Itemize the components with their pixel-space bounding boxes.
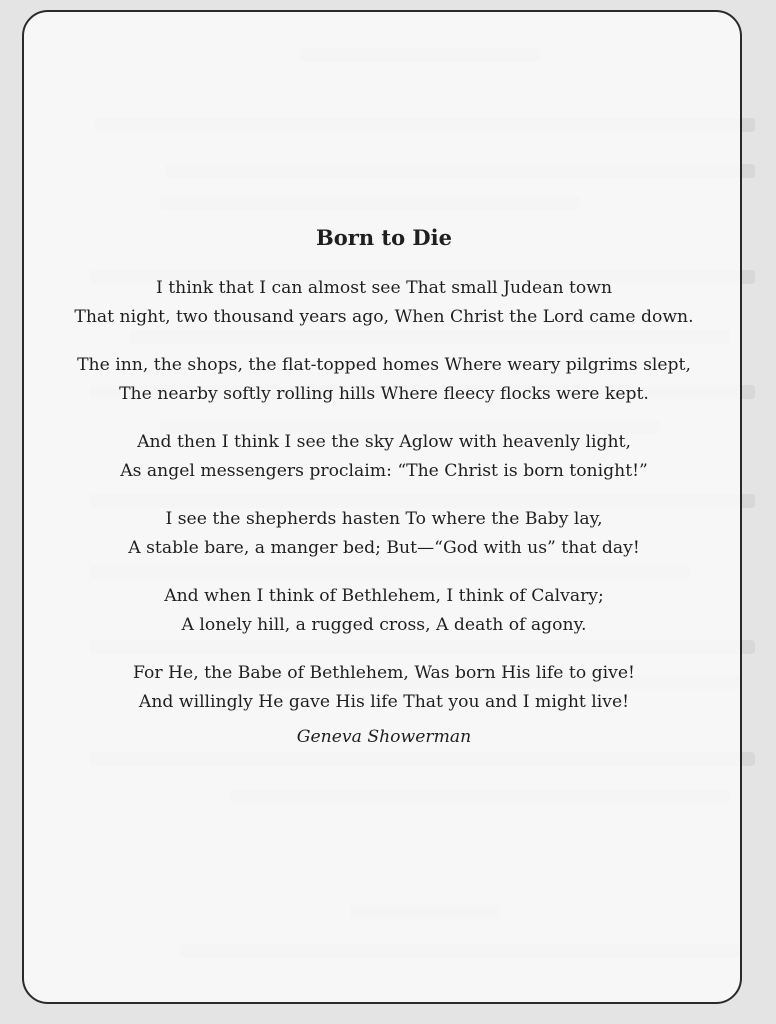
poem-line: A lonely hill, a rugged cross, A death of agony. (181, 615, 587, 635)
poem-stanza (24, 582, 744, 640)
poem-author: Geneva Showerman (296, 727, 472, 747)
poem-stanza (24, 428, 744, 486)
poem-card (22, 10, 742, 1004)
poem-line: The nearby softly rolling hills Where fleecy flocks were kept. (119, 384, 649, 404)
poem-stanza (24, 505, 744, 563)
poem-stanza (24, 659, 744, 717)
poem-line: That night, two thousand years ago, When Christ the Lord came down. (74, 307, 694, 327)
poem-line: The inn, the shops, the flat-topped homes Where weary pilgrims slept, (77, 355, 691, 375)
poem-stanza (24, 351, 744, 409)
poem-title: Born to Die (316, 225, 452, 250)
poem-line: As angel messengers proclaim: “The Christ is born tonight!” (120, 461, 648, 481)
poem-line: For He, the Babe of Bethlehem, Was born His life to give! (133, 663, 635, 683)
poem-line: I think that I can almost see That small Judean town (155, 278, 613, 298)
poem-line: And willingly He gave His life That you and I might live! (138, 692, 630, 712)
poem-line: And when I think of Bethlehem, I think of Calvary; (164, 586, 604, 606)
poem-line: And then I think I see the sky Aglow with heavenly light, (137, 432, 631, 452)
poem (24, 224, 744, 751)
poem-line: I see the shepherds hasten To where the Baby lay, (165, 509, 603, 529)
poem-stanza (24, 274, 744, 332)
poem-line: A stable bare, a manger bed; But—“God with us” that day! (128, 538, 640, 558)
